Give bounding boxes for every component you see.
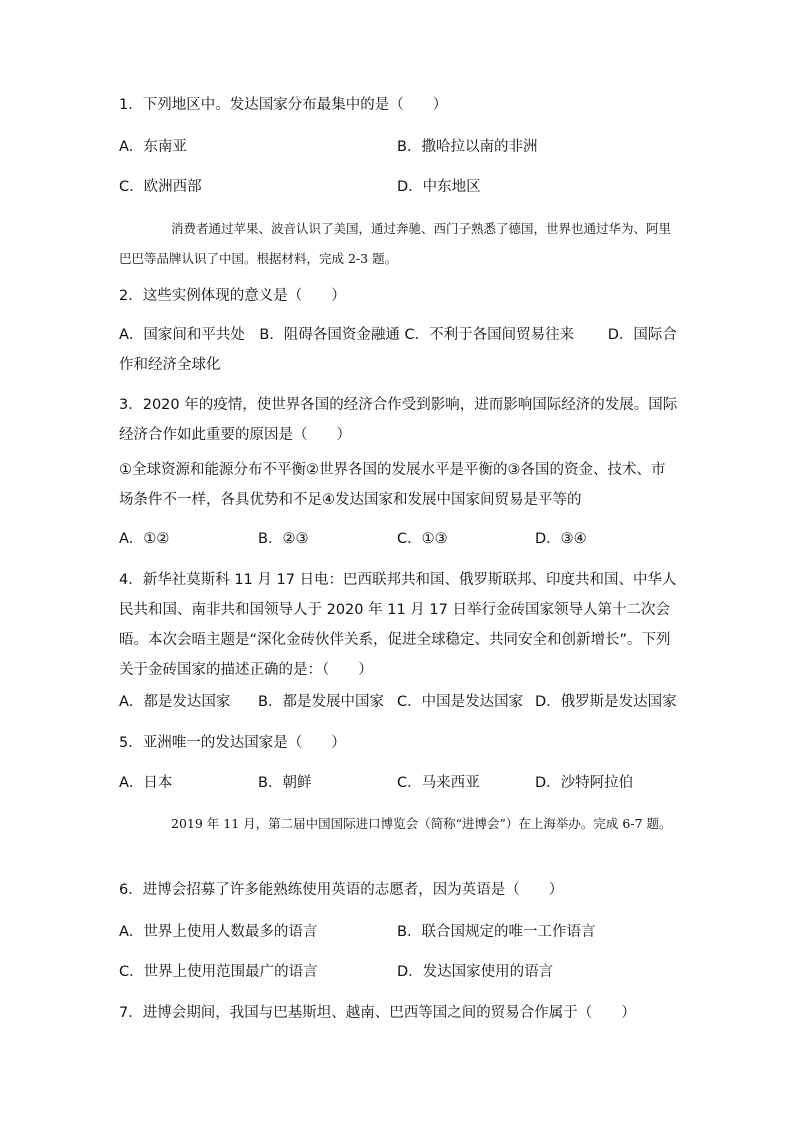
q5-option-a: A．日本 [119, 775, 173, 791]
passage-q2-3 [119, 214, 679, 274]
passage-q6-7 [119, 809, 679, 839]
question-6-stem: 6．进博会招募了许多能熟练使用英语的志愿者，因为英语是（ ） [119, 882, 564, 898]
q6-option-c: C．世界上使用范围最广的语言 [119, 964, 318, 980]
q3-option-a: A．①② [119, 531, 170, 547]
q3-statements: ①全球资源和能源分布不平衡②世界各国的发展水平是平衡的③各国的资金、技术、市场条件不一样，各具优势和不足④发达国家和发展中国家间贸易是平等的 [119, 462, 666, 508]
question-5-stem: 5．亚洲唯一的发达国家是（ ） [119, 735, 346, 751]
q6-option-b: B．联合国规定的唯一工作语言 [397, 924, 596, 940]
q4-option-c: C．中国是发达国家 [397, 694, 524, 710]
passage-q6-7-text: 2019 年 11 月，第二届中国国际进口博览会（简称“进博会”）在上海举办。完成 6-7 题。 [171, 816, 672, 831]
q4-option-b: B．都是发展中国家 [258, 694, 384, 710]
q1-option-d: D．中东地区 [397, 179, 481, 195]
q4-option-d: D．俄罗斯是发达国家 [535, 694, 677, 710]
q5-option-d: D．沙特阿拉伯 [535, 775, 634, 791]
q1-option-b: B．撒哈拉以南的非洲 [397, 139, 538, 155]
question-7-stem: 7．进博会期间，我国与巴基斯坦、越南、巴西等国之间的贸易合作属于（ ） [119, 1005, 636, 1021]
q2-options: A．国家间和平共处 B．阻碍各国资金融通 C．不利于各国间贸易往来 D．国际合作和经济全球化 [119, 327, 677, 373]
q3-option-d: D．③④ [535, 531, 587, 547]
question-1-stem: 1．下列地区中。发达国家分布最集中的是（ ） [119, 97, 448, 113]
q6-option-d: D．发达国家使用的语言 [397, 964, 554, 980]
q3-option-b: B．②③ [258, 531, 309, 547]
q4-option-a: A．都是发达国家 [119, 694, 231, 710]
question-2-stem: 2．这些实例体现的意义是（ ） [119, 288, 346, 304]
q1-option-c: C．欧洲西部 [119, 179, 202, 195]
question-3-stem: 3．2020 年的疫情，使世界各国的经济合作受到影响，进而影响国际经济的发展。国际经济合作如此重要的原因是（ ） [119, 397, 678, 443]
q1-option-a: A．东南亚 [119, 139, 187, 155]
q6-option-a: A．世界上使用人数最多的语言 [119, 924, 318, 940]
q5-option-c: C．马来西亚 [397, 775, 480, 791]
q3-option-c: C．①③ [397, 531, 448, 547]
passage-q2-3-text: 消费者通过苹果、波音认识了美国，通过奔驰、西门子熟悉了德国，世界也通过华为、阿里巴巴等品牌认识了中国。根据材料，完成 2-3 题。 [119, 221, 672, 266]
question-4-stem: 4．新华社莫斯科 11 月 17 日电：巴西联邦共和国、俄罗斯联邦、印度共和国、中华人民共和国、南非共和国领导人于 2020 年 11 月 17 日举行金砖国家领导人第十二次会晤。本次会晤主题是“深化金砖伙伴关系，促进全球稳定、共同安全和创新增长”。下列关于金砖国家的描述正确的是：（ ） [119, 572, 677, 678]
q5-option-b: B．朝鲜 [258, 775, 312, 791]
